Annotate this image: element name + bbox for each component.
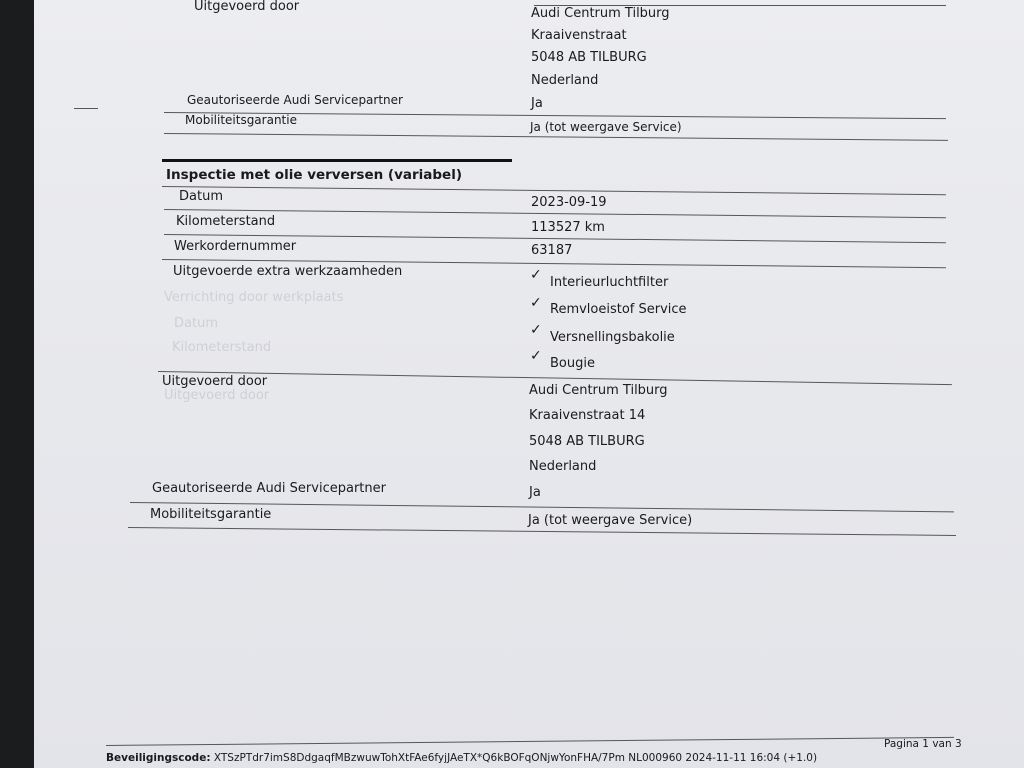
mobility-guarantee-value: Ja (tot weergave Service) (528, 513, 693, 528)
performed-by-label: Uitgevoerd door (162, 374, 268, 389)
checkmark-icon: ✓ (530, 267, 542, 283)
authorized-partner-value: Ja (531, 96, 543, 111)
extra-work-label: Uitgevoerde extra werkzaamheden (173, 264, 403, 279)
document-page (34, 0, 1024, 768)
dealer-code: NL000960 (628, 752, 683, 764)
section-title: Inspectie met olie verversen (variabel) (166, 167, 463, 183)
fold-mark (74, 108, 98, 109)
section-top-rule (162, 159, 512, 162)
show-through-text: Verrichting door werkplaats (164, 290, 344, 305)
work-order-value: 63187 (531, 243, 573, 258)
address-line: Audi Centrum Tilburg (529, 383, 668, 398)
authorized-partner-label: Geautoriseerde Audi Servicepartner (187, 93, 403, 107)
mobility-guarantee-label: Mobiliteitsgarantie (185, 113, 297, 127)
footer-rule (106, 737, 954, 746)
show-through-text: Kilometerstand (172, 340, 272, 355)
checkmark-icon: ✓ (530, 348, 542, 364)
authorized-partner-label: Geautoriseerde Audi Servicepartner (152, 481, 386, 496)
address-line: Kraaivenstraat (531, 28, 627, 43)
checkmark-icon: ✓ (530, 295, 542, 311)
extra-work-item: Bougie (550, 356, 595, 371)
divider (164, 209, 946, 218)
show-through-text: Datum (174, 316, 218, 331)
checkmark-icon: ✓ (530, 322, 542, 338)
page-number: Pagina 1 van 3 (884, 738, 962, 750)
extra-work-item: Interieurluchtfilter (550, 275, 669, 290)
mobility-guarantee-label: Mobiliteitsgarantie (150, 507, 272, 522)
address-line: Nederland (531, 73, 599, 88)
date-value: 2023-09-19 (531, 195, 607, 210)
extra-work-item: Versnellingsbakolie (550, 330, 675, 345)
timestamp: 2024-11-11 16:04 (+1.0) (685, 752, 818, 764)
address-line: 5048 AB TILBURG (529, 434, 645, 449)
security-code: XTSzPTdr7imS8DdgaqfMBzwuwTohXtFAe6fyjJAeTX*Q6kBOFqONjwYonFHA/7Pm (213, 752, 625, 764)
date-label: Datum (179, 189, 223, 204)
performed-by-label: Uitgevoerd door (194, 0, 300, 14)
address-line: Nederland (529, 459, 597, 474)
mobility-guarantee-value: Ja (tot weergave Service) (530, 120, 682, 134)
footer-line (106, 752, 817, 764)
extra-work-item: Remvloeistof Service (550, 302, 687, 317)
divider (162, 186, 946, 195)
divider (128, 527, 956, 536)
address-line: Audi Centrum Tilburg (531, 6, 670, 21)
divider (164, 133, 948, 141)
security-code-label: Beveiligingscode: (106, 752, 211, 764)
mileage-label: Kilometerstand (176, 214, 276, 229)
show-through-text: Uitgevoerd door (164, 388, 270, 403)
address-line: Kraaivenstraat 14 (529, 408, 646, 423)
address-line: 5048 AB TILBURG (531, 50, 647, 65)
mileage-value: 113527 km (531, 220, 605, 235)
authorized-partner-value: Ja (529, 485, 541, 500)
work-order-label: Werkordernummer (174, 239, 297, 254)
